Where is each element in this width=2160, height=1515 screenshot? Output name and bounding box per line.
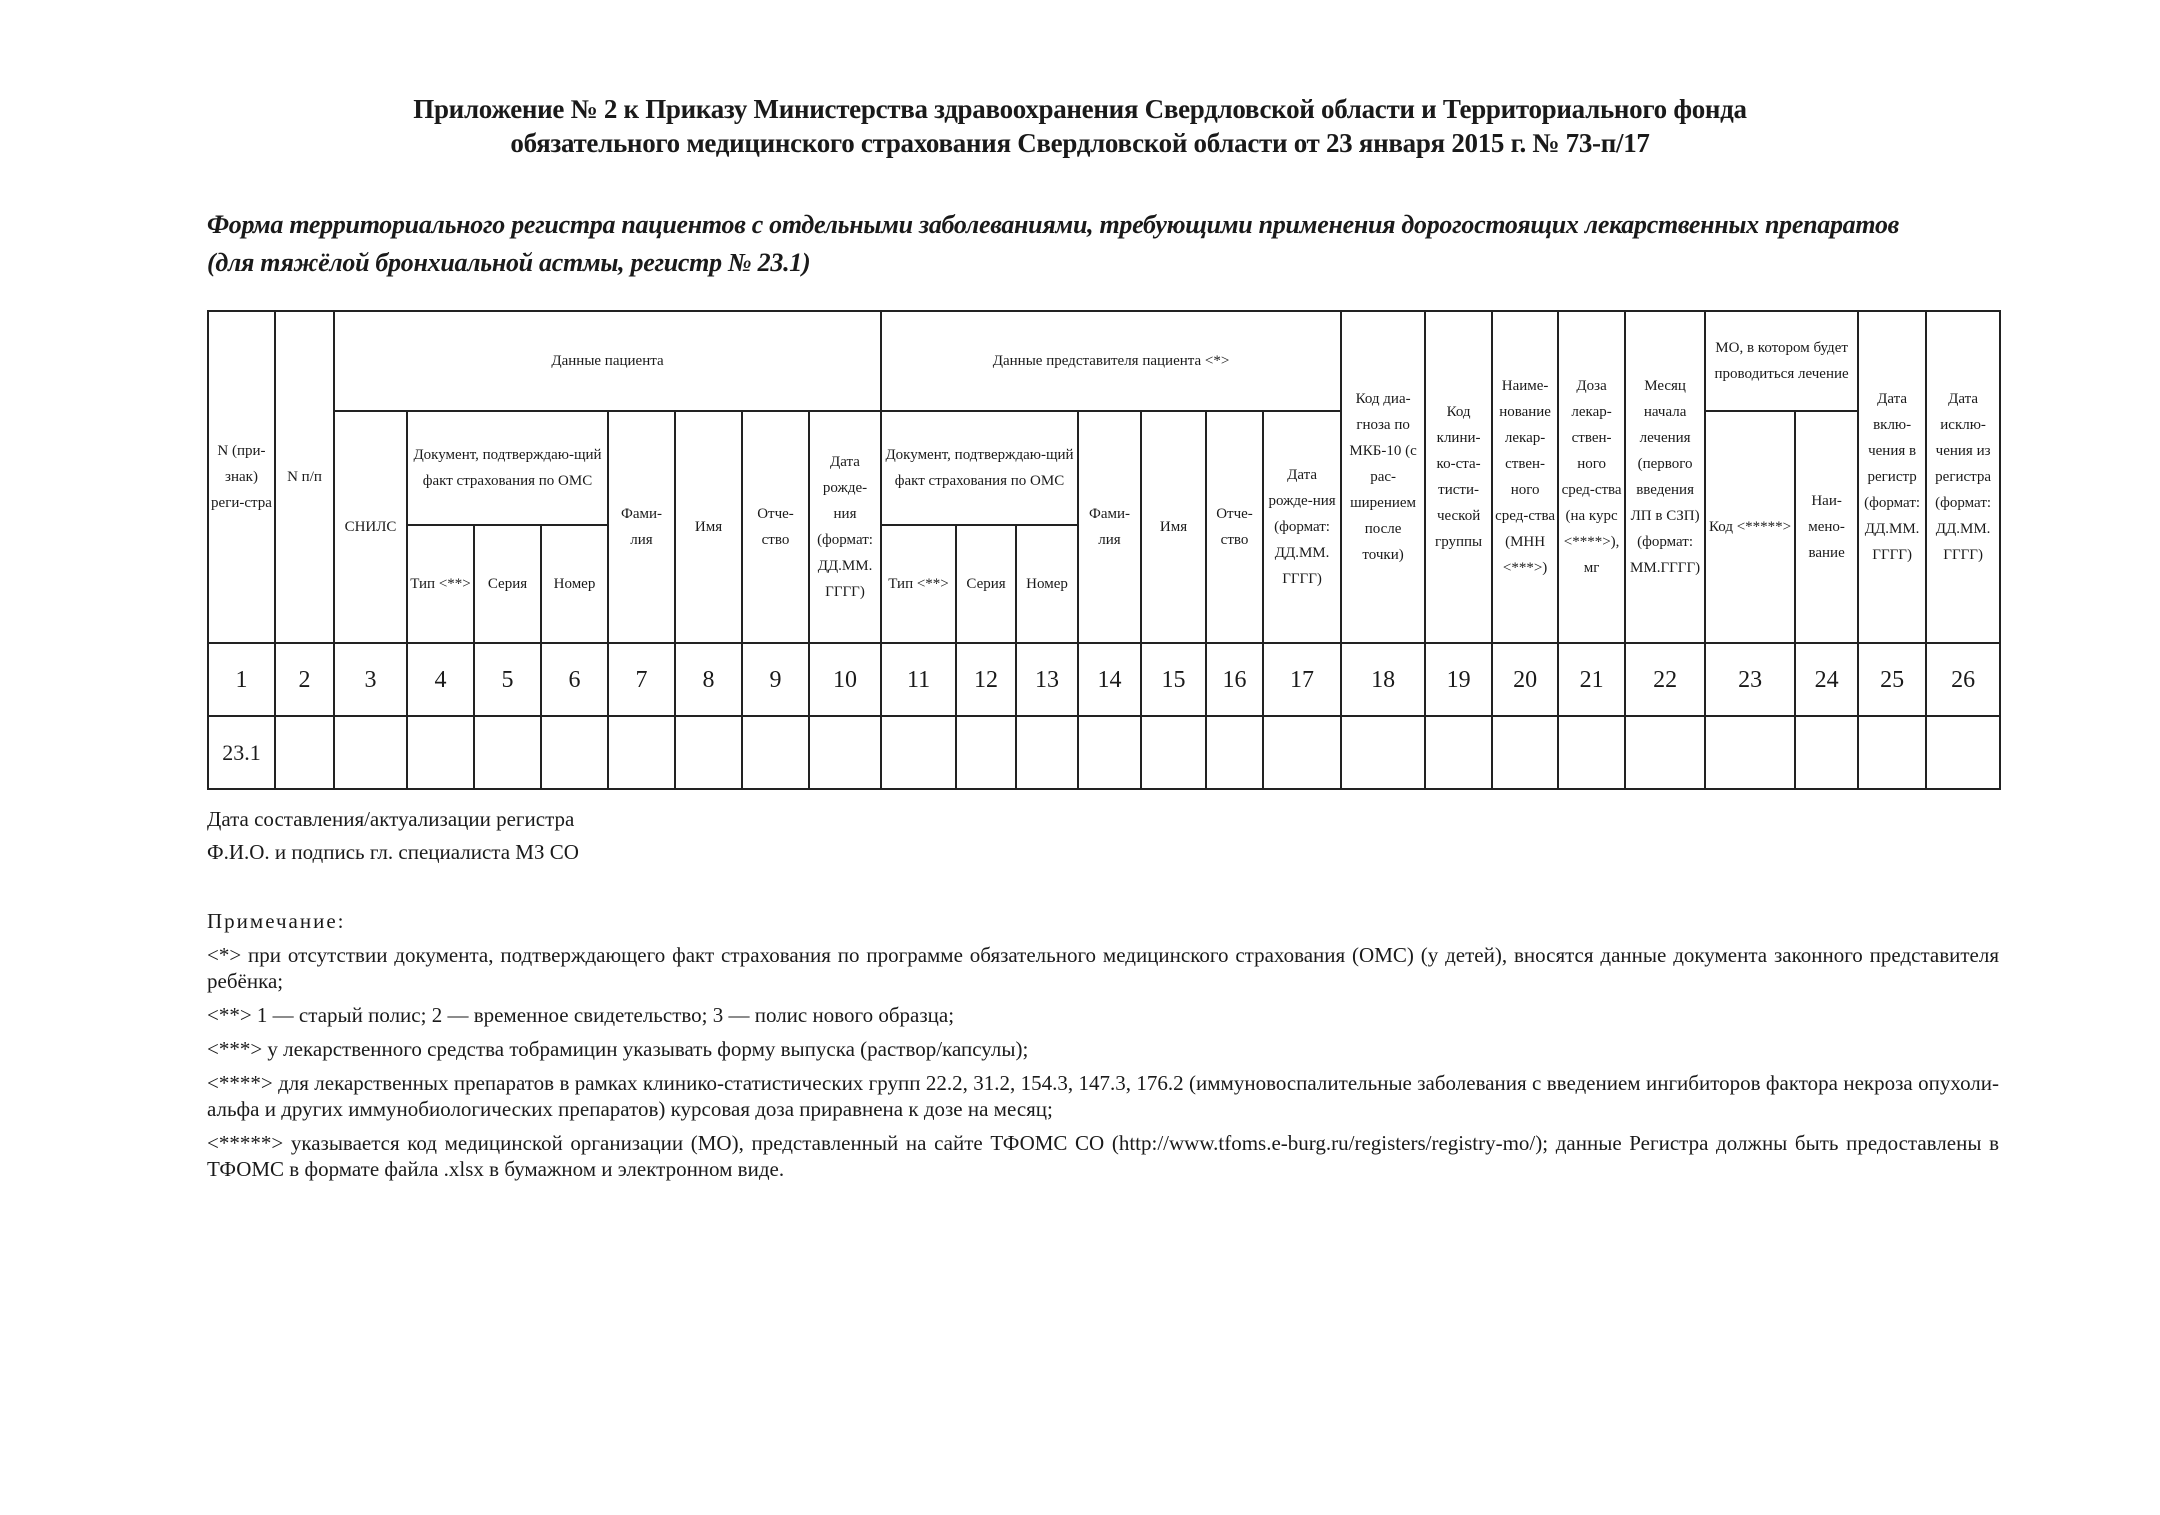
table-cell[interactable] — [1016, 716, 1078, 789]
column-number-cell: 25 — [1858, 643, 1926, 716]
header-rep-oms-doc: Документ, подтверждаю-щий факт страхования по ОМС — [881, 411, 1078, 525]
header-patient-doc-type: Тип <**> — [407, 525, 474, 643]
header-npp: N п/п — [275, 311, 334, 643]
note-item: <***> у лекарственного средства тобрамицин указывать форму выпуска (раствор/капсулы); — [207, 1037, 1029, 1061]
table-cell[interactable] — [1078, 716, 1141, 789]
header-patient-surname: Фами-лия — [608, 411, 675, 643]
column-number-cell: 16 — [1206, 643, 1263, 716]
column-number-cell: 18 — [1341, 643, 1425, 716]
subtitle-line-1: Форма территориального регистра пациентов с отдельными заболеваниями, требующими применения дорогостоящих лекарственных препаратов — [207, 210, 1899, 239]
column-number-cell: 14 — [1078, 643, 1141, 716]
form-subtitle — [207, 206, 2007, 282]
table-cell[interactable] — [956, 716, 1016, 789]
header-patient-doc-number: Номер — [541, 525, 608, 643]
header-patient-doc-series: Серия — [474, 525, 541, 643]
column-number-cell: 20 — [1492, 643, 1558, 716]
table-cell[interactable] — [1141, 716, 1206, 789]
column-number-cell: 9 — [742, 643, 809, 716]
column-number-cell: 21 — [1558, 643, 1625, 716]
column-number-cell: 2 — [275, 643, 334, 716]
title-line-2: обязательного медицинского страхования Свердловской области от 23 января 2015 г. № 73-п/17 — [510, 128, 1650, 158]
note-item: <*> при отсутствии документа, подтверждающего факт страхования по программе обязательного медицинского страхования (ОМС) (у детей), вносятся данные документа законного представителя ребёнка; — [207, 943, 1999, 993]
subtitle-line-2: (для тяжёлой бронхиальной астмы, регистр № 23.1) — [207, 248, 811, 277]
notes-section — [207, 908, 1999, 1190]
column-number-cell: 6 — [541, 643, 608, 716]
header-group-representative: Данные представителя пациента <*> — [881, 311, 1341, 411]
column-number-cell: 13 — [1016, 643, 1078, 716]
column-number-row — [208, 643, 2000, 716]
column-number-cell: 26 — [1926, 643, 2000, 716]
table-cell[interactable] — [1341, 716, 1425, 789]
note-item: <*****> указывается код медицинской организации (МО), представленный на сайте ТФОМС СО (http://www.tfoms.e-burg.ru/registers/registry-mo/); данные Регистра должны быть предоставлены в ТФОМС в формате файла .xlsx в бумажном и электронном виде. — [207, 1131, 1999, 1181]
table-cell[interactable] — [1795, 716, 1858, 789]
table-cell[interactable] — [407, 716, 474, 789]
table-cell[interactable] — [1558, 716, 1625, 789]
register-sign-cell[interactable]: 23.1 — [208, 716, 275, 789]
column-number-cell: 12 — [956, 643, 1016, 716]
register-table — [207, 310, 2001, 790]
table-cell[interactable] — [675, 716, 742, 789]
header-icd-code: Код диа-гноза по МКБ-10 (с рас-ширением после точки) — [1341, 311, 1425, 643]
column-number-cell: 23 — [1705, 643, 1795, 716]
notes-heading: Примечание: — [207, 909, 346, 933]
header-rep-doc-type: Тип <**> — [881, 525, 956, 643]
header-patient-oms-doc: Документ, подтверждаю-щий факт страхования по ОМС — [407, 411, 608, 525]
title-line-1: Приложение № 2 к Приказу Министерства здравоохранения Свердловской области и Территориального фонда — [413, 94, 1747, 124]
table-cell[interactable] — [1425, 716, 1492, 789]
header-rep-surname: Фами-лия — [1078, 411, 1141, 643]
table-cell[interactable] — [809, 716, 881, 789]
header-group-patient: Данные пациента — [334, 311, 881, 411]
header-mo-code: Код <*****> — [1705, 411, 1795, 643]
header-rep-doc-number: Номер — [1016, 525, 1078, 643]
table-cell[interactable] — [334, 716, 407, 789]
header-date-included: Дата вклю-чения в регистр (формат: ДД.ММ. ГГГГ) — [1858, 311, 1926, 643]
document-title — [0, 92, 2160, 160]
table-cell[interactable] — [1705, 716, 1795, 789]
header-group-mo: МО, в котором будет проводиться лечение — [1705, 311, 1858, 411]
column-number-cell: 1 — [208, 643, 275, 716]
header-start-month: Месяц начала лечения (первого введения ЛП в СЗП) (формат: ММ.ГГГГ) — [1625, 311, 1705, 643]
header-drug-dose: Доза лекар-ствен-ного сред-ства (на курс <****>), мг — [1558, 311, 1625, 643]
table-cell[interactable] — [474, 716, 541, 789]
header-snils: СНИЛС — [334, 411, 407, 643]
header-date-excluded: Дата исклю-чения из регистра (формат: ДД.ММ. ГГГГ) — [1926, 311, 2000, 643]
column-number-cell: 8 — [675, 643, 742, 716]
header-mo-name: Наи-мено-вание — [1795, 411, 1858, 643]
table-cell[interactable] — [742, 716, 809, 789]
table-cell[interactable] — [541, 716, 608, 789]
table-cell[interactable] — [1206, 716, 1263, 789]
table-cell[interactable] — [1926, 716, 2000, 789]
note-item: <****> для лекарственных препаратов в рамках клинико-статистических групп 22.2, 31.2, 154.3, 147.3, 176.2 (иммуновоспалительные заболевания с введением ингибиторов фактора некроза опухоли-альфа и других иммунобиологических препаратов) курсовая доза приравнена к дозе на месяц; — [207, 1071, 1999, 1121]
header-patient-birthdate: Дата рожде-ния (формат: ДД.ММ. ГГГГ) — [809, 411, 881, 643]
header-rep-name: Имя — [1141, 411, 1206, 643]
signature-label: Ф.И.О. и подпись гл. специалиста МЗ СО — [207, 840, 579, 864]
column-number-cell: 15 — [1141, 643, 1206, 716]
header-csg-code: Код клини-ко-ста-тисти-ческой группы — [1425, 311, 1492, 643]
note-item: <**> 1 — старый полис; 2 — временное свидетельство; 3 — полис нового образца; — [207, 1003, 955, 1027]
header-rep-birthdate: Дата рожде-ния (формат: ДД.ММ. ГГГГ) — [1263, 411, 1341, 643]
header-drug-name: Наиме-нование лекар-ствен-ного сред-ства (МНН <***>) — [1492, 311, 1558, 643]
header-patient-name: Имя — [675, 411, 742, 643]
table-cell[interactable] — [881, 716, 956, 789]
table-cell[interactable] — [608, 716, 675, 789]
column-number-cell: 22 — [1625, 643, 1705, 716]
column-number-cell: 17 — [1263, 643, 1341, 716]
column-number-cell: 3 — [334, 643, 407, 716]
table-cell[interactable] — [1858, 716, 1926, 789]
table-cell[interactable] — [1263, 716, 1341, 789]
table-row — [208, 716, 2000, 789]
column-number-cell: 10 — [809, 643, 881, 716]
header-patient-patronymic: Отче-ство — [742, 411, 809, 643]
header-register-sign: N (при-знак) реги-стра — [208, 311, 275, 643]
column-number-cell: 4 — [407, 643, 474, 716]
column-number-cell: 11 — [881, 643, 956, 716]
column-number-cell: 7 — [608, 643, 675, 716]
table-cell[interactable] — [1492, 716, 1558, 789]
column-number-cell: 19 — [1425, 643, 1492, 716]
header-rep-patronymic: Отче-ство — [1206, 411, 1263, 643]
header-rep-doc-series: Серия — [956, 525, 1016, 643]
compilation-date-label: Дата составления/актуализации регистра — [207, 807, 575, 831]
column-number-cell: 24 — [1795, 643, 1858, 716]
table-cell[interactable] — [1625, 716, 1705, 789]
column-number-cell: 5 — [474, 643, 541, 716]
table-cell[interactable] — [275, 716, 334, 789]
